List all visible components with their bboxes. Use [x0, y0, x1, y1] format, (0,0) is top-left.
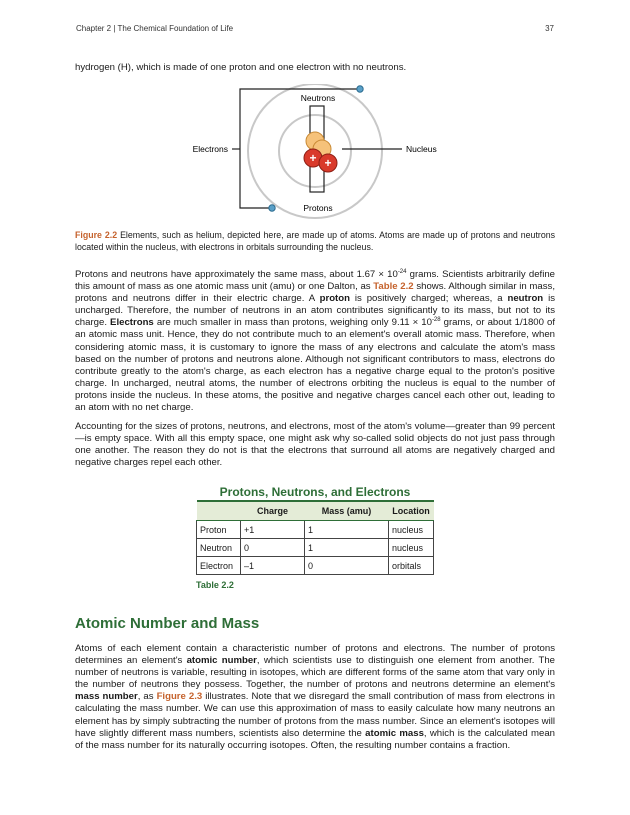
label-electrons: Electrons	[192, 144, 228, 154]
table-row	[197, 521, 434, 539]
label-nucleus: Nucleus	[406, 144, 437, 154]
helium-atom-figure	[170, 84, 460, 219]
text-run: , as	[137, 691, 157, 703]
table-header-location: Location	[389, 501, 434, 521]
text-run: are much smaller in mass than protons, weighing only 9.11 × 10	[153, 317, 432, 329]
table-header-charge: Charge	[241, 501, 305, 521]
page-header	[76, 24, 554, 36]
table-row	[197, 557, 434, 575]
figure-caption-label: Figure 2.2	[75, 230, 118, 240]
term-electrons: Electrons	[110, 317, 154, 329]
text-run: illustrates. Note that we disregard the small contribution of mass from electrons in calculating the mass number. We can use this approximation of mass to easily calculate how many neutrons an element has by simply subtracting the number of protons from the mass number. Since an element's isotopes will have slightly different mass numbers, scientists also determine the	[75, 691, 555, 739]
table-cell: Proton	[197, 521, 241, 539]
table-cell: 1	[305, 539, 389, 557]
term-atomic-number: atomic number	[186, 655, 257, 667]
electron-bottom	[269, 205, 275, 211]
table-cell: Electron	[197, 557, 241, 575]
section-title: Atomic Number and Mass	[75, 615, 260, 632]
paragraph-protons-neutrons	[75, 269, 555, 414]
table-header-mass: Mass (amu)	[305, 501, 389, 521]
figure-2-3-link[interactable]: Figure 2.3	[156, 691, 203, 703]
exponent: -28	[431, 317, 441, 324]
table-caption: Table 2.2	[196, 580, 234, 590]
table-header-blank	[197, 501, 241, 521]
text-run: grams. Scientists arbitrarily define this amount of mass as one atomic mass unit (amu) or one Dalton, as	[75, 269, 556, 293]
electron-top	[357, 86, 363, 92]
intro-paragraph: hydrogen (H), which is made of one proton and one electron with no neutrons.	[75, 62, 407, 73]
table-cell: 1	[305, 521, 389, 539]
table-cell: 0	[305, 557, 389, 575]
term-proton: proton	[319, 293, 350, 305]
text-run: grams, or about 1/1800 of an atomic mass unit. Hence, they do not contribute much to an element's overall atomic mass. Therefore, when considering atomic mass, it is customary to ignore the mass of any electrons and calculate the atom's mass based on the number of protons and neutrons alone. Although not significant contributors to mass, electrons do contribute greatly to the atom's charge, as each electron has a negative charge equal to the proton's positive charge. In uncharged, neutral atoms, the number of electrons orbiting the nucleus is equal to the number of protons inside the nucleus. In these atoms, the positive and negative charges cancel each other out, leading to an atom with no net charge.	[75, 317, 556, 414]
table-cell: +1	[241, 521, 305, 539]
table-cell: –1	[241, 557, 305, 575]
particles-table	[196, 500, 434, 575]
table-cell: Neutron	[197, 539, 241, 557]
term-mass-number: mass number	[75, 691, 138, 703]
paragraph-empty-space: Accounting for the sizes of protons, neutrons, and electrons, most of the atom's volume—greater than 99 percent—is empty space. With all this empty space, one might ask why so-called solid objects do not just pass through one another. The reason they do not is that the electrons that surround all atoms are negatively charged and negative charges repel each other.	[75, 421, 555, 469]
table-2-2-link[interactable]: Table 2.2	[373, 281, 414, 293]
text-run: Protons and neutrons have approximately the same mass, about 1.67 × 10	[75, 269, 398, 280]
text-run: is positively charged; whereas, a	[349, 293, 508, 305]
table-row	[197, 539, 434, 557]
proton-2-sign: +	[324, 156, 332, 170]
page-number: 37	[545, 24, 554, 33]
exponent: -24	[397, 268, 407, 275]
term-neutron: neutron	[507, 293, 544, 305]
text-run: , which scientists use to distinguish one element from another. The number of neutrons is variable, resulting in isotopes, which are different forms of the same atom that vary only in the number of neutrons they possess. Together, the number of protons and neutrons determine an element's	[75, 655, 555, 691]
term-atomic-mass: atomic mass	[365, 727, 424, 739]
table-cell: nucleus	[389, 521, 434, 539]
figure-caption-text: Elements, such as helium, depicted here, are made up of atoms. Atoms are made up of protons and neutrons located within the nucleus, with electrons in orbitals surrounding the nucleus.	[75, 230, 555, 252]
proton-1-sign: +	[309, 151, 317, 165]
figure-caption	[75, 230, 555, 253]
text-run: shows. Although similar in mass, protons and neutrons differ in their electric charge. A	[75, 281, 556, 305]
table-cell: nucleus	[389, 539, 434, 557]
text-run: Atoms of each element contain a characteristic number of protons and electrons. The number of protons determines an element's	[75, 643, 555, 667]
paragraph-atomic-number	[75, 643, 555, 752]
text-run: is uncharged. Therefore, the number of neutrons in an atom contributes significantly to its mass, but not to its charge.	[75, 293, 556, 329]
text-run: , which is the calculated mean of the mass number for its naturally occurring isotopes. Often, the resulting number contains a fraction.	[75, 727, 556, 751]
table-title: Protons, Neutrons, and Electrons	[219, 485, 411, 499]
table-cell: orbitals	[389, 557, 434, 575]
label-protons: Protons	[303, 203, 333, 213]
table-cell: 0	[241, 539, 305, 557]
table-header-row	[197, 501, 434, 521]
chapter-title: Chapter 2 | The Chemical Foundation of Life	[76, 24, 234, 33]
label-neutrons: Neutrons	[300, 93, 336, 103]
